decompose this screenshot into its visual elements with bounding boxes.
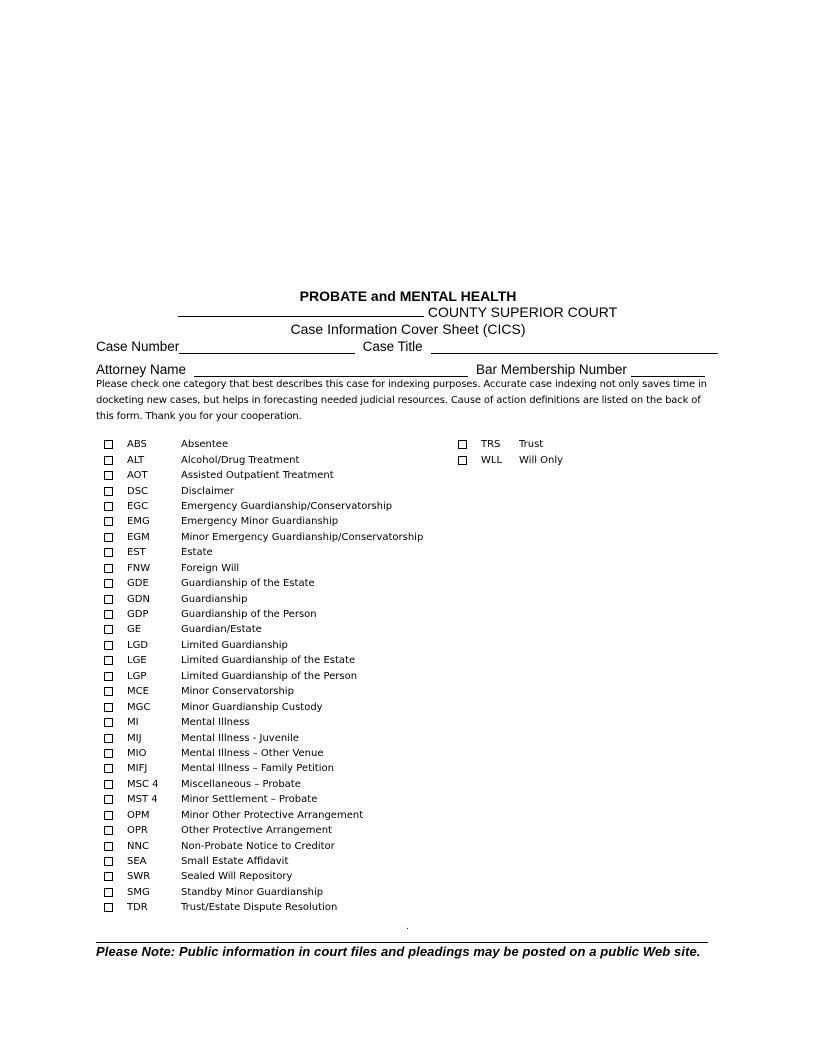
category-description: Guardianship	[181, 593, 248, 605]
checkbox[interactable]	[104, 842, 113, 851]
checkbox[interactable]	[104, 564, 113, 573]
bar-number-label: Bar Membership Number	[476, 362, 627, 377]
category-code: LGE	[127, 655, 147, 667]
checkbox[interactable]	[104, 487, 113, 496]
category-code: OPR	[127, 825, 148, 837]
category-item[interactable]	[104, 452, 464, 467]
category-code: WLL	[481, 454, 503, 466]
case-info-row	[96, 336, 718, 354]
checkbox[interactable]	[104, 533, 113, 542]
category-description: Miscellaneous – Probate	[181, 778, 301, 790]
category-item[interactable]	[104, 854, 464, 869]
category-description: Non-Probate Notice to Creditor	[181, 840, 335, 852]
checkbox[interactable]	[104, 548, 113, 557]
category-code: ABS	[127, 439, 147, 451]
category-description: Mental Illness	[181, 717, 250, 729]
category-code: ALT	[127, 454, 145, 466]
checkbox[interactable]	[104, 579, 113, 588]
category-description: Limited Guardianship	[181, 639, 288, 651]
category-description: Limited Guardianship of the Estate	[181, 655, 356, 667]
attorney-name-field[interactable]	[194, 363, 468, 377]
category-description: Guardian/Estate	[181, 624, 262, 636]
category-description: Alcohol/Drug Treatment	[181, 454, 300, 466]
checkbox[interactable]	[104, 780, 113, 789]
category-description: Guardianship of the Estate	[181, 578, 315, 590]
category-item[interactable]	[104, 514, 464, 529]
category-description: Minor Other Protective Arrangement	[181, 809, 364, 821]
category-code: MIFJ	[127, 763, 148, 775]
court-line	[178, 304, 617, 320]
instructions-text: Please check one category that best describes this case for indexing purposes. Accurate case indexing not only saves time in docketing new cases, but helps in forecasting needed judicial resources. Cause of action definitions are listed on the back of this form. Thank you for your cooperation.	[96, 379, 707, 422]
case-title-label: Case Title	[362, 339, 423, 354]
checkbox[interactable]	[104, 595, 113, 604]
category-code: EMG	[127, 516, 150, 528]
category-item[interactable]	[104, 777, 464, 792]
category-item[interactable]	[104, 437, 464, 452]
case-number-field[interactable]	[179, 340, 354, 354]
case-number-label: Case Number	[96, 339, 180, 354]
category-code: FNW	[127, 562, 151, 574]
checkbox[interactable]	[104, 888, 113, 897]
category-description: Sealed Will Repository	[181, 871, 293, 883]
category-item[interactable]	[104, 530, 464, 545]
form-name: Case Information Cover Sheet (CICS)	[290, 321, 526, 337]
category-code: EGC	[127, 500, 149, 512]
bar-number-field[interactable]	[631, 363, 705, 377]
county-name-blank[interactable]	[178, 304, 424, 317]
category-item[interactable]	[104, 885, 464, 900]
category-description: Minor Settlement – Probate	[181, 794, 318, 806]
checkbox[interactable]	[104, 872, 113, 881]
stray-mark: .	[406, 922, 409, 932]
category-code: SEA	[127, 856, 147, 868]
checkbox[interactable]	[104, 517, 113, 526]
attorney-name-label: Attorney Name	[96, 362, 187, 377]
checkbox[interactable]	[104, 672, 113, 681]
category-description: Standby Minor Guardianship	[181, 886, 324, 898]
category-code: SMG	[127, 886, 150, 898]
checkbox[interactable]	[104, 749, 113, 758]
category-code: MGC	[127, 701, 151, 713]
category-code: NNC	[127, 840, 149, 852]
category-description: Trust/Estate Dispute Resolution	[181, 902, 338, 914]
category-code: AOT	[127, 470, 148, 482]
category-code: GE	[127, 624, 142, 636]
checkbox[interactable]	[104, 641, 113, 650]
checkbox[interactable]	[104, 903, 113, 912]
checkbox[interactable]	[104, 440, 113, 449]
category-code: GDE	[127, 578, 149, 590]
checkbox[interactable]	[104, 703, 113, 712]
category-code: EST	[127, 547, 146, 559]
category-item[interactable]	[104, 653, 464, 668]
footer-note: Please Note: Public information in court files and pleadings may be posted on a public Web site.	[96, 944, 701, 959]
category-description: Assisted Outpatient Treatment	[181, 470, 334, 482]
category-code: MIJ	[127, 732, 142, 744]
court-name: COUNTY SUPERIOR COURT	[427, 304, 618, 320]
category-description: Other Protective Arrangement	[181, 825, 332, 837]
category-item[interactable]	[104, 823, 464, 838]
category-code: TDR	[127, 902, 148, 914]
category-code: LGP	[127, 670, 147, 682]
category-item[interactable]	[104, 746, 464, 761]
checkbox[interactable]	[104, 687, 113, 696]
category-description: Absentee	[181, 439, 229, 451]
category-item[interactable]	[104, 607, 464, 622]
category-code: EGM	[127, 531, 150, 543]
category-item[interactable]	[104, 792, 464, 807]
category-item[interactable]	[104, 591, 464, 606]
category-description: Guardianship of the Person	[181, 609, 317, 621]
category-code: OPM	[127, 809, 150, 821]
category-description: Mental Illness – Family Petition	[181, 763, 334, 775]
category-description: Mental Illness – Other Venue	[181, 747, 324, 759]
checkbox[interactable]	[104, 811, 113, 820]
form-title: PROBATE and MENTAL HEALTH	[299, 288, 517, 304]
category-description: Mental Illness - Juvenile	[181, 732, 299, 744]
category-code: MIO	[127, 747, 147, 759]
category-item[interactable]	[104, 869, 464, 884]
category-item[interactable]	[104, 715, 464, 730]
category-description: Minor Conservatorship	[181, 686, 294, 698]
category-list-left	[104, 437, 464, 916]
category-code: GDN	[127, 593, 150, 605]
category-description: Limited Guardianship of the Person	[181, 670, 358, 682]
checkbox[interactable]	[458, 440, 467, 449]
category-description: Trust	[519, 439, 544, 451]
category-description: Minor Emergency Guardianship/Conservatorship	[181, 531, 424, 543]
category-description: Estate	[181, 547, 213, 559]
category-code: DSC	[127, 485, 149, 497]
category-code: MCE	[127, 686, 149, 698]
checkbox[interactable]	[104, 826, 113, 835]
category-description: Foreign Will	[181, 562, 240, 574]
category-item[interactable]	[104, 576, 464, 591]
category-item[interactable]	[458, 437, 658, 452]
category-code: GDP	[127, 609, 149, 621]
category-code: MSC 4	[127, 778, 159, 790]
category-description: Small Estate Affidavit	[181, 856, 289, 868]
checkbox[interactable]	[104, 610, 113, 619]
category-item[interactable]	[104, 483, 464, 498]
category-code: LGD	[127, 639, 149, 651]
checkbox[interactable]	[104, 734, 113, 743]
category-item[interactable]	[104, 669, 464, 684]
attorney-row	[96, 359, 718, 377]
category-list-right	[458, 437, 658, 468]
checkbox[interactable]	[104, 718, 113, 727]
checkbox[interactable]	[104, 625, 113, 634]
category-description: Will Only	[519, 454, 564, 466]
category-item[interactable]	[104, 622, 464, 637]
case-title-field[interactable]	[431, 340, 718, 354]
category-item[interactable]	[104, 808, 464, 823]
category-code: SWR	[127, 871, 151, 883]
category-item[interactable]	[104, 761, 464, 776]
checkbox[interactable]	[104, 502, 113, 511]
category-item[interactable]	[104, 545, 464, 560]
category-item[interactable]	[104, 638, 464, 653]
category-description: Minor Guardianship Custody	[181, 701, 323, 713]
checkbox[interactable]	[104, 795, 113, 804]
checkbox[interactable]	[104, 471, 113, 480]
checkbox[interactable]	[104, 764, 113, 773]
category-item[interactable]	[104, 730, 464, 745]
category-item[interactable]	[104, 900, 464, 915]
category-item[interactable]	[104, 699, 464, 714]
category-item[interactable]	[458, 452, 658, 467]
category-code: MST 4	[127, 794, 158, 806]
checkbox[interactable]	[104, 857, 113, 866]
footer-rule	[96, 942, 708, 943]
checkbox[interactable]	[104, 656, 113, 665]
category-description: Emergency Guardianship/Conservatorship	[181, 500, 393, 512]
category-item[interactable]	[104, 561, 464, 576]
category-item[interactable]	[104, 838, 464, 853]
category-description: Emergency Minor Guardianship	[181, 516, 339, 528]
checkbox[interactable]	[458, 456, 467, 465]
category-item[interactable]	[104, 468, 464, 483]
category-description: Disclaimer	[181, 485, 234, 497]
category-code: MI	[127, 717, 139, 729]
category-code: TRS	[481, 439, 501, 451]
category-item[interactable]	[104, 499, 464, 514]
category-item[interactable]	[104, 684, 464, 699]
checkbox[interactable]	[104, 456, 113, 465]
